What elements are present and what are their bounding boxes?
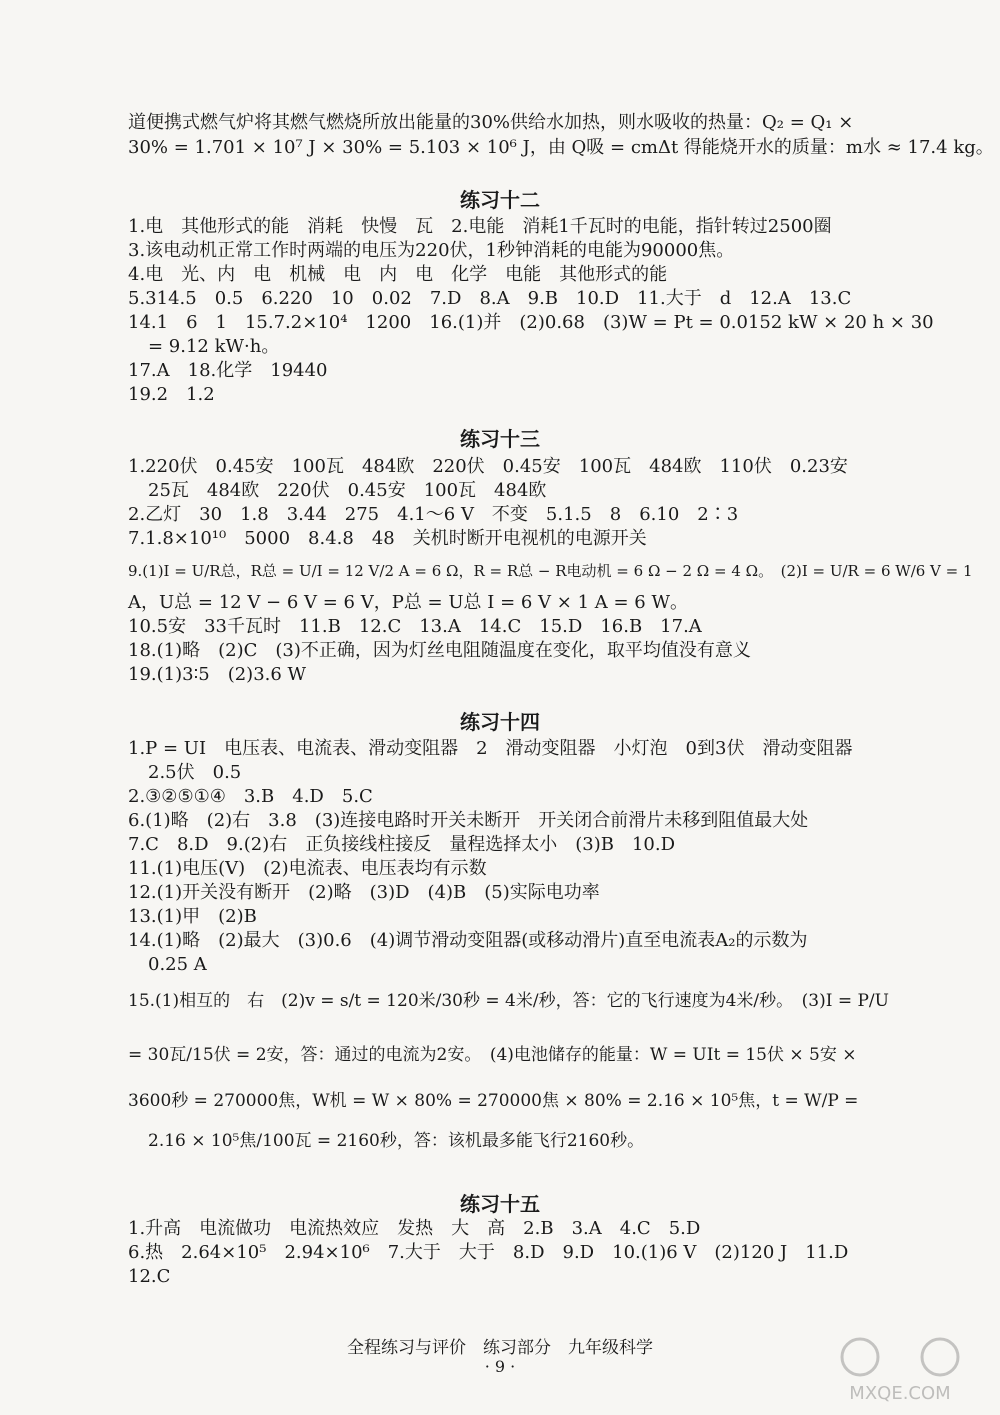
text-line: 14.1 6 1 15.7.2×10⁴ 1200 16.(1)并 (2)0.68 (3)W = Pt = 0.0152 kW × 20 h × 30 xyxy=(128,312,934,333)
text-line: 2.16 × 10⁵焦/100瓦 = 2160秒，答：该机最多能飞行2160秒。 xyxy=(148,1131,645,1151)
section-title: 练习十四 xyxy=(460,710,540,734)
text-line: 13.(1)甲 (2)B xyxy=(128,906,257,927)
text-line: 18.(1)略 (2)C (3)不正确，因为灯丝电阻随温度在变化，取平均值没有意义 xyxy=(128,640,751,661)
text-line: 14.(1)略 (2)最大 (3)0.6 (4)调节滑动变阻器(或移动滑片)直至电流表A₂的示数为 xyxy=(128,930,808,951)
text-line: 2.③②⑤①④ 3.B 4.D 5.C xyxy=(128,786,373,807)
text-line: 1.电 其他形式的能 消耗 快慢 瓦 2.电能 消耗1千瓦时的电能，指针转过2500圈 xyxy=(128,216,832,237)
text-line: 3.该电动机正常工作时两端的电压为220伏，1秒钟消耗的电能为90000焦。 xyxy=(128,240,735,261)
text-line: = 9.12 kW·h。 xyxy=(148,336,280,357)
text-line: 4.电 光、内 电 机械 电 内 电 化学 电能 其他形式的能 xyxy=(128,264,668,285)
section-title: 练习十五 xyxy=(460,1192,540,1216)
text-line: 15.(1)相互的 右 (2)v = s/t = 120米/30秒 = 4米/秒，答：它的飞行速度为4米/秒。 (3)I = P/U xyxy=(128,991,889,1011)
text-line: 7.1.8×10¹⁰ 5000 8.4.8 48 关机时断开电视机的电源开关 xyxy=(128,528,647,549)
text-line: 1.220伏 0.45安 100瓦 484欧 220伏 0.45安 100瓦 484欧 110伏 0.23安 xyxy=(128,456,848,477)
svg-text:MXQE.COM: MXQE.COM xyxy=(849,1383,951,1404)
text-line: 19.2 1.2 xyxy=(128,384,215,405)
text-line: 1.升高 电流做功 电流热效应 发热 大 高 2.B 3.A 4.C 5.D xyxy=(128,1218,701,1239)
text-line: 3600秒 = 270000焦，W机 = W × 80% = 270000焦 × 80% = 2.16 × 10⁵焦，t = W/P = xyxy=(128,1091,859,1111)
text-line: 25瓦 484欧 220伏 0.45安 100瓦 484欧 xyxy=(148,480,547,501)
text-line: 6.(1)略 (2)右 3.8 (3)连接电路时开关未断开 开关闭合前滑片未移到阻值最大处 xyxy=(128,810,809,831)
footer-text: 全程练习与评价 练习部分 九年级科学 xyxy=(347,1338,653,1358)
text-line: 11.(1)电压(V) (2)电流表、电压表均有示数 xyxy=(128,858,487,879)
text-line: 6.热 2.64×10⁵ 2.94×10⁶ 7.大于 大于 8.D 9.D 10.(1)6 V (2)120 J 11.D xyxy=(128,1242,849,1263)
text-line: 19.(1)3∶5 (2)3.6 W xyxy=(128,664,307,685)
text-line: 17.A 18.化学 19440 xyxy=(128,360,328,381)
text-line: 7.C 8.D 9.(2)右 正负接线柱接反 量程选择太小 (3)B 10.D xyxy=(128,834,676,855)
text-line: 0.25 A xyxy=(148,954,207,975)
text-line: 5.314.5 0.5 6.220 10 0.02 7.D 8.A 9.B 10.D 11.大于 d 12.A 13.C xyxy=(128,288,852,309)
text-line: 2.5伏 0.5 xyxy=(148,762,242,783)
section-title: 练习十三 xyxy=(460,427,540,451)
text-line: 12.C xyxy=(128,1266,171,1287)
text-line: 2.乙灯 30 1.8 3.44 275 4.1～6 V 不变 5.1.5 8 6.10 2∶3 xyxy=(128,504,739,525)
watermark-logo xyxy=(820,1335,980,1405)
text-line: 30% = 1.701 × 10⁷ J × 30% = 5.103 × 10⁶ J，由 Q吸 = cmΔt 得能烧开水的质量：m水 ≈ 17.4 kg。 xyxy=(128,137,994,158)
text-line: = 30瓦/15伏 = 2安，答：通过的电流为2安。 (4)电池储存的能量：W = UIt = 15伏 × 5安 × xyxy=(128,1045,857,1065)
text-line: 9.(1)I = U/R总，R总 = U/I = 12 V/2 A = 6 Ω，R = R总 − R电动机 = 6 Ω − 2 Ω = 4 Ω。 (2)I = U/R = 6 W/6 V = 1 xyxy=(128,562,973,580)
text-line: 10.5安 33千瓦时 11.B 12.C 13.A 14.C 15.D 16.B 17.A xyxy=(128,616,702,637)
text-line: 12.(1)开关没有断开 (2)略 (3)D (4)B (5)实际电功率 xyxy=(128,882,600,903)
page-number: · 9 · xyxy=(484,1357,516,1376)
section-title: 练习十二 xyxy=(460,188,540,212)
text-line: 道便携式燃气炉将其燃气燃烧所放出能量的30%供给水加热，则水吸收的热量：Q₂ = Q₁ × xyxy=(128,112,854,133)
text-line: A，U总 = 12 V − 6 V = 6 V，P总 = U总 I = 6 V × 1 A = 6 W。 xyxy=(128,592,688,613)
text-line: 1.P = UI 电压表、电流表、滑动变阻器 2 滑动变阻器 小灯泡 0到3伏 滑动变阻器 xyxy=(128,738,853,759)
